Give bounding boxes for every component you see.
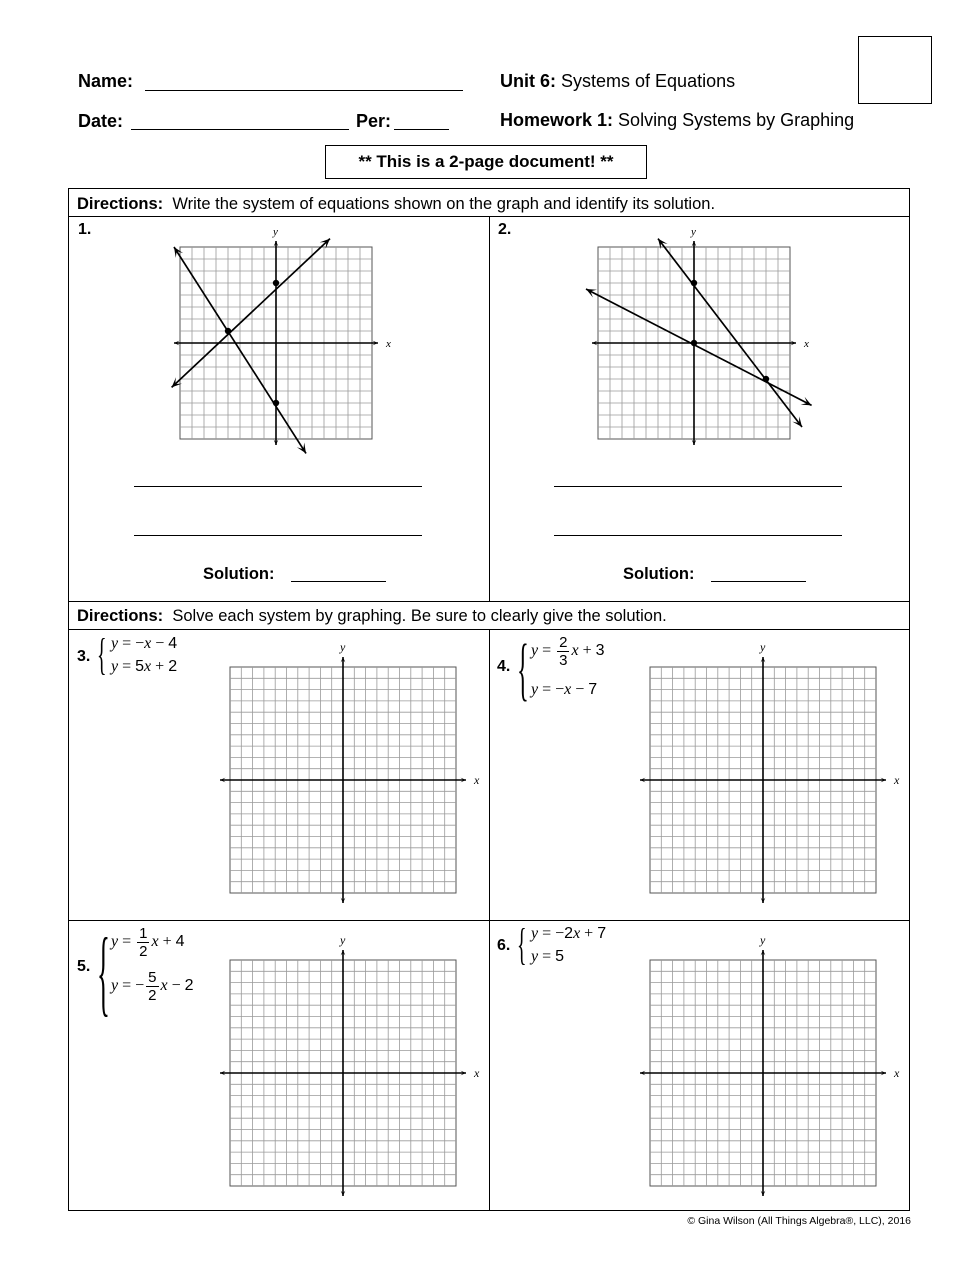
- problem-number: 3.: [77, 648, 91, 665]
- solution-answer-line[interactable]: [711, 581, 806, 582]
- y-axis-label: y: [691, 226, 696, 238]
- problem-number: 6.: [497, 937, 511, 954]
- x-axis-label: x: [474, 773, 480, 787]
- y-axis-label: y: [340, 640, 346, 654]
- graph-point: [691, 280, 697, 286]
- x-axis-label: x: [474, 1066, 480, 1080]
- name-label: Name:: [78, 71, 134, 91]
- problem-number: 4.: [497, 658, 511, 675]
- x-axis-label: x: [386, 338, 391, 350]
- unit-heading: Unit 6: Systems of Equations: [500, 71, 736, 91]
- graph-point: [273, 400, 279, 406]
- y-axis-label: y: [273, 226, 278, 238]
- equation-answer-line[interactable]: [134, 486, 422, 487]
- y-axis-label: y: [340, 933, 346, 947]
- graph-point: [691, 340, 697, 346]
- y-axis-label: y: [760, 640, 766, 654]
- directions-1: Directions: Write the system of equations shown on the graph and identify its solution.: [77, 195, 716, 213]
- equation-answer-line[interactable]: [554, 486, 842, 487]
- page-notice: ** This is a 2-page document! **: [325, 145, 647, 179]
- problem-number: 1.: [78, 221, 92, 238]
- graph-point: [273, 280, 279, 286]
- x-axis-label: x: [894, 1066, 900, 1080]
- arrowhead: [297, 443, 306, 454]
- directions-2: Directions: Solve each system by graphing. Be sure to clearly give the solution.: [77, 607, 667, 625]
- x-axis-label: x: [894, 773, 900, 787]
- solution-label: Solution:: [203, 565, 275, 583]
- date-label: Date:: [78, 111, 124, 131]
- equation-answer-line[interactable]: [554, 535, 842, 536]
- homework-heading: Homework 1: Solving Systems by Graphing: [500, 110, 855, 130]
- solution-answer-line[interactable]: [291, 581, 386, 582]
- solution-label: Solution:: [623, 565, 695, 583]
- problem-number: 2.: [498, 221, 512, 238]
- equation-answer-line[interactable]: [134, 535, 422, 536]
- x-axis-label: x: [804, 338, 809, 350]
- copyright-notice: © Gina Wilson (All Things Algebra®, LLC), 2016: [687, 1215, 911, 1227]
- y-axis-label: y: [760, 933, 766, 947]
- problem-number: 5.: [77, 958, 91, 975]
- period-label: Per:: [356, 111, 392, 131]
